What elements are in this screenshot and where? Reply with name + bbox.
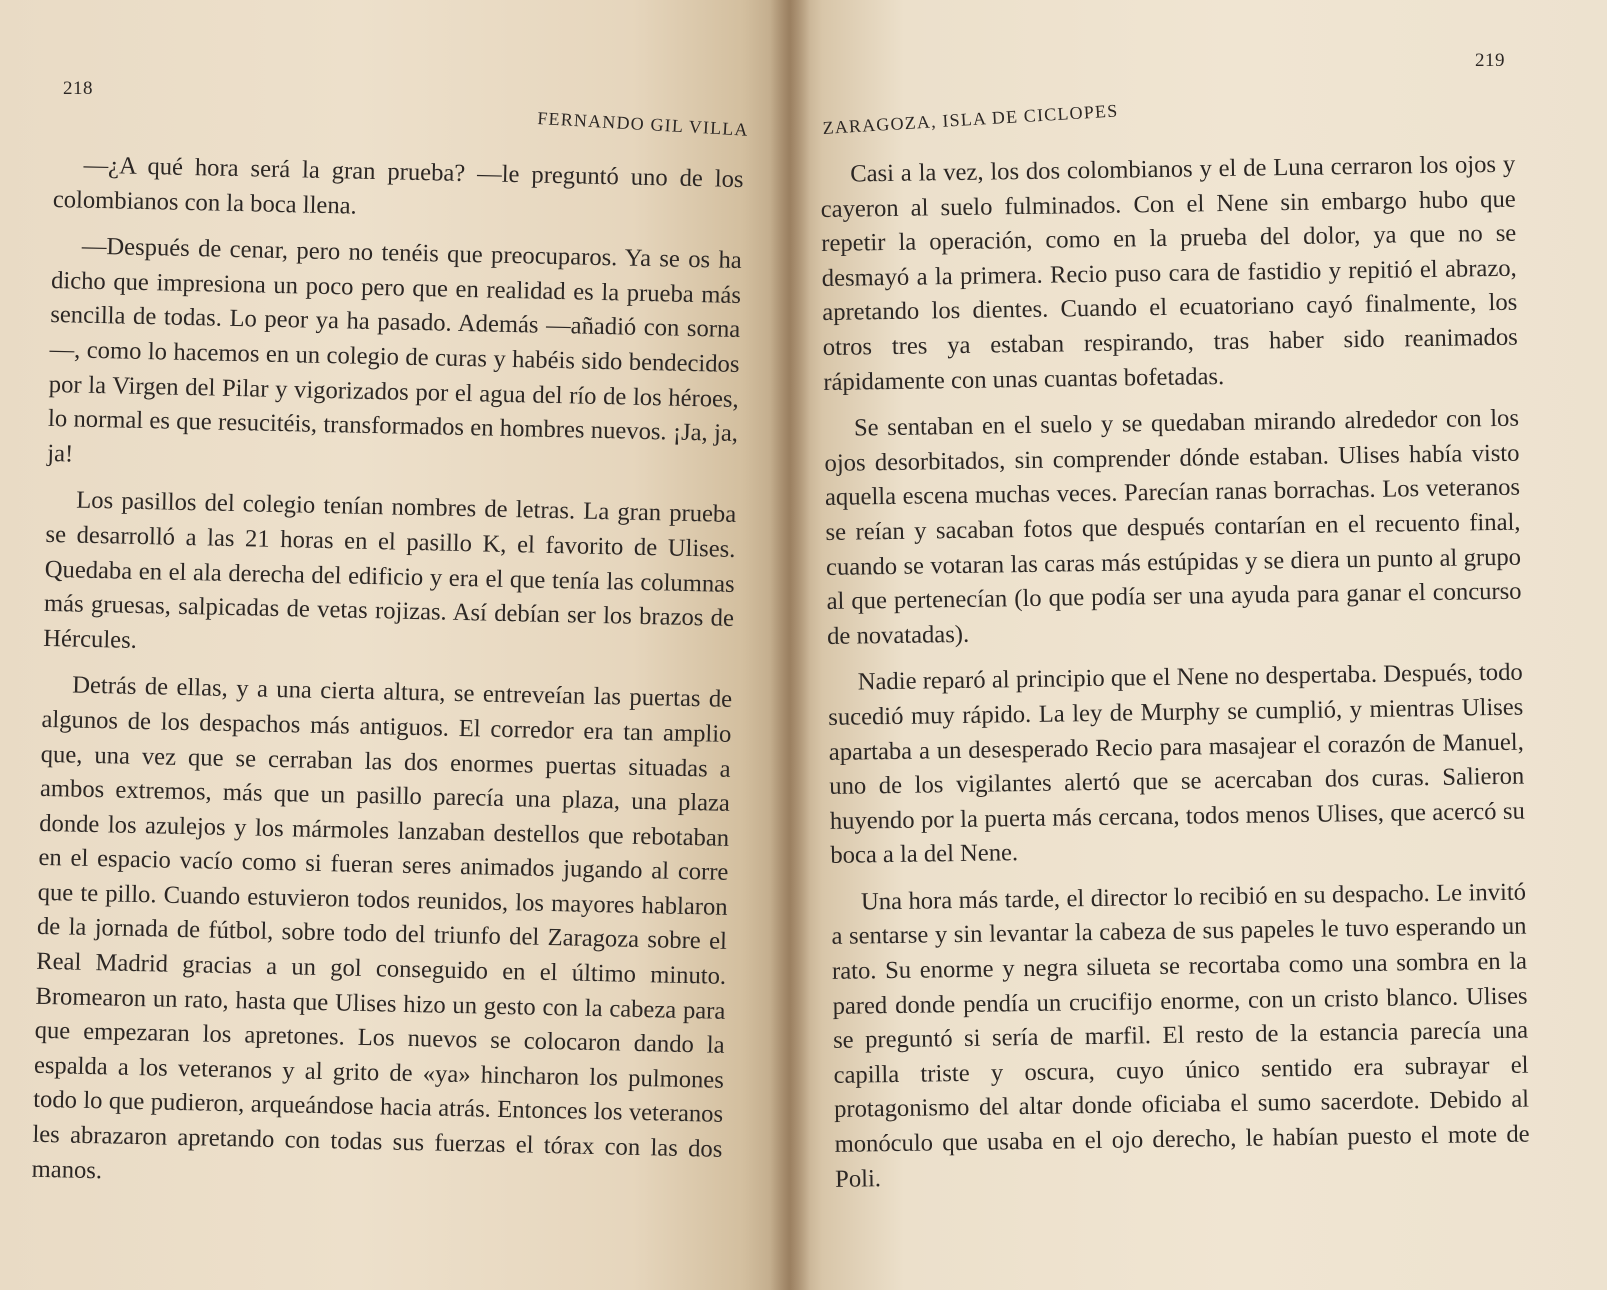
paragraph: Casi a la vez, los dos colombianos y el de Luna cerraron los ojos y cayeron al suelo fulminados. Con el Nene sin embargo hubo que repetir la operación, como en la prueba del dolor, ya que no se desmayó a la primera. Recio puso cara de fastidio y repitió el abrazo, apretando los dientes. Cuando el ecuatoriano cayó finalmente, los otros tres ya estaban respirando, tras haber sido reanimados rápidamente con unas cuantas bofetadas. [820,150,1518,396]
running-head-title: ZARAGOZA, ISLA DE CICLOPES [822,100,1119,138]
page-number: 218 [63,78,93,99]
paragraph: Se sentaban en el suelo y se quedaban mirando alrededor con los ojos desorbitados, sin comprender dónde estaban. Ulises había visto aquella escena muchas veces. Parecían ranas borrachas. Los veteranos se reían y sacaban fotos que después contarían en el recuento final, cuando se votaran las caras más estúpidas y se diera un punto al grupo al que pertenecían (lo que podía ser una ayuda para ganar el concurso de novatadas). [824,404,1522,650]
left-page [0,0,790,1290]
running-head-author: FERNANDO GIL VILLA [536,108,750,140]
page-number: 219 [1475,50,1505,71]
right-page [790,0,1607,1290]
paragraph: Detrás de ellas, y a una cierta altura, se entreveían las puertas de algunos de los despachos más antiguos. El corredor era tan amplio que, una vez que se cerraban las dos enormes puertas situadas a ambos extremos, más que un pasillo parecía una plaza, una plaza donde los azulejos y los mármoles lanzaban destellos que rebotaban en el espacio vacío como si fueran seres animados jugando al corre que te pillo. Cuando estuvieron todos reunidos, los mayores hablaron de la jornada de fútbol, sobre todo del triunfo del Zaragoza sobre el Real Madrid gracias a un gol conseguido en el último minuto. Bromearon un rato, hasta que Ulises hizo un gesto con la cabeza para que empezaran los apretones. Los nuevos se colocaron dando la espalda a los veteranos y al grito de «ya» hincharon los pulmones todo lo que pudieron, arqueándose hacia atrás. Entonces los veteranos les abrazaron apretando con todas sus fuerzas el tórax con las dos manos. [31,671,733,1184]
paragraph: —¿A qué hora será la gran prueba? —le preguntó uno de los colombianos con la boca llena. [52,151,744,220]
body-text [820,148,1531,1209]
paragraph: Los pasillos del colegio tenían nombres de letras. La gran prueba se desarrolló a las 21 horas en el pasillo K, el favorito de Ulises. Quedaba en el ala derecha del edificio y era el que tenía las columnas más gruesas, salpicadas de vetas rojizas. Así debían ser los brazos de Hércules. [43,486,737,654]
paragraph: Una hora más tarde, el director lo recibió en su despacho. Le invitó a sentarse y sin levantar la cabeza de sus papeles le tuvo esperando un rato. Su enorme y negra silueta se recortaba como una sombra en la pared donde pendía un crucifijo enorme, con un cristo blanco. Ulises se preguntó si sería de marfil. El resto de la estancia parecía una capilla triste y oscura, cuyo único sentido era subrayar el protagonismo del altar donde oficiaba el sumo sacerdote. Debido al monóculo que usaba en el ojo derecho, le habían puesto el mote de Poli. [831,878,1530,1193]
paragraph: —Después de cenar, pero no tenéis que preocuparos. Ya se os ha dicho que impresiona un poco pero que en realidad es la prueba más sencilla de todas. Lo peor ya ha pasado. Además —añadió con sorna—, como lo hacemos en un colegio de curas y habéis sido bendecidos por la Virgen del Pilar y vigorizados por el agua del río de los héroes, lo normal es que resucitéis, transformados en hombres nuevos. ¡Ja, ja, ja! [47,232,742,468]
body-text [31,148,744,1214]
paragraph: Nadie reparó al principio que el Nene no despertaba. Después, todo sucedió muy rápido. La ley de Murphy se cumplió, y mientras Ulises apartaba a un desesperado Recio para masajear el corazón de Manuel, uno de los vigilantes alertó que se acercaban dos curas. Salieron huyendo por la puerta más cercana, todos menos Ulises, que acercó su boca a la del Nene. [828,658,1525,870]
